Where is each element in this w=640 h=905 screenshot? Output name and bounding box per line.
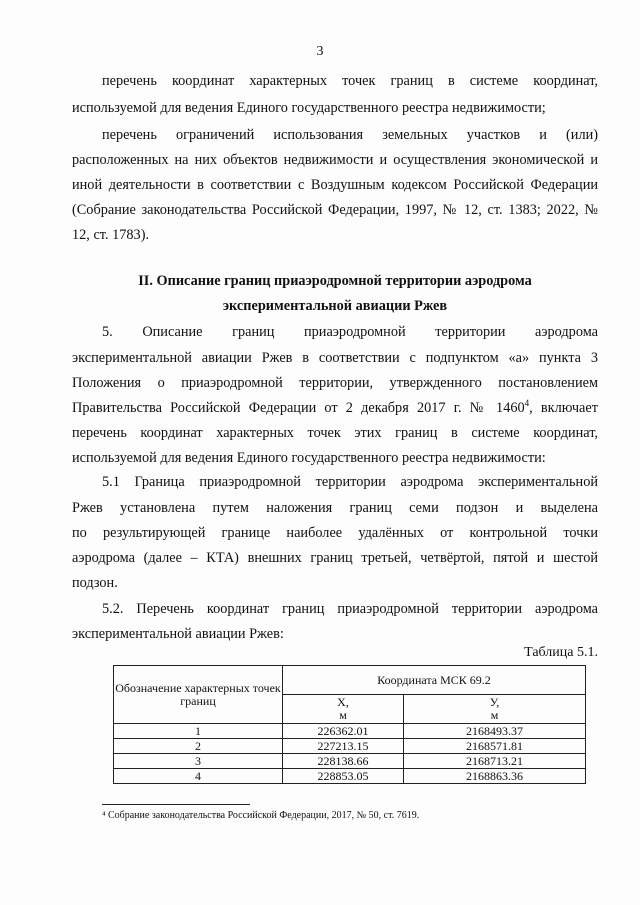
text-line: Ржев установлена путем наложения границ семи подзон и выделена <box>72 500 598 516</box>
text-fragment: , включает <box>529 400 598 416</box>
y-value: 2168863.36 <box>404 769 586 784</box>
text-line: используемой для ведения Единого государственного реестра недвижимости; <box>72 100 546 116</box>
text-line: (Собрание законодательства Российской Федерации, 1997, № 12, ст. 1383; 2022, № <box>72 202 598 218</box>
text-line: 5. Описание границ приаэродромной территории аэродрома <box>102 324 598 340</box>
text-line: 5.1 Граница приаэродромной территории аэродрома экспериментальной <box>102 474 598 490</box>
text-line: используемой для ведения Единого государственного реестра недвижимости: <box>72 450 546 466</box>
x-value: 227213.15 <box>283 739 404 754</box>
page-number: 3 <box>316 44 324 59</box>
table-row <box>114 754 586 769</box>
footnote-divider <box>102 804 250 805</box>
x-value: 228853.05 <box>283 769 404 784</box>
table-caption: Таблица 5.1. <box>524 645 598 660</box>
text-line: по результирующей границе наиболее удалённых от контрольной точки <box>72 525 598 541</box>
text-line: 5.2. Перечень координат границ приаэродромной территории аэродрома <box>102 601 598 617</box>
x-value: 228138.66 <box>283 754 404 769</box>
coordinates-table <box>113 665 586 784</box>
text-line: перечень координат характерных точек этих границ в системе координат, <box>72 425 598 441</box>
y-value: 2168493.37 <box>404 724 586 739</box>
text-line <box>72 399 598 417</box>
text-line: Положения о приаэродромной территории, утвержденного постановлением <box>72 375 598 391</box>
x-value: 226362.01 <box>283 724 404 739</box>
point-number: 2 <box>114 739 283 754</box>
y-value: 2168713.21 <box>404 754 586 769</box>
footnote-ref: 4 <box>524 398 530 409</box>
column-header-coordinate: Координата МСК 69.2 <box>283 666 586 695</box>
table-row <box>114 739 586 754</box>
point-number: 1 <box>114 724 283 739</box>
point-number: 3 <box>114 754 283 769</box>
text-line: 12, ст. 1783). <box>72 227 150 243</box>
text-line: перечень ограничений использования земельных участков и (или) <box>102 127 598 143</box>
point-number: 4 <box>114 769 283 784</box>
column-header-y <box>404 695 586 724</box>
table-row <box>114 769 586 784</box>
text-line: подзон. <box>72 575 118 591</box>
section-heading: II. Описание границ приаэродромной территории аэродрома <box>138 273 532 289</box>
section-heading: экспериментальной авиации Ржев <box>222 298 448 314</box>
text-line: экспериментальной авиации Ржев в соответствии с подпунктом «а» пункта 3 <box>72 350 598 366</box>
x-unit: м <box>339 708 347 722</box>
text-line: экспериментальной авиации Ржев: <box>72 626 284 642</box>
y-label: У, <box>489 695 500 709</box>
text-line: расположенных на них объектов недвижимости и осуществления экономической и <box>72 152 598 168</box>
column-header-x <box>283 695 404 724</box>
y-value: 2168571.81 <box>404 739 586 754</box>
y-unit: м <box>490 708 499 722</box>
column-header-points: Обозначение характерных точек границ <box>114 666 283 724</box>
table-row <box>114 724 586 739</box>
text-line: перечень координат характерных точек границ в системе координат, <box>102 73 598 89</box>
text-fragment: Правительства Российской Федерации от 2 декабря 2017 г. № 1460 <box>72 400 525 416</box>
x-label: X, <box>337 695 349 709</box>
text-line: иной деятельности в соответствии с Воздушным кодексом Российской Федерации <box>72 177 598 193</box>
text-line: аэродрома (далее – КТА) внешних границ третьей, четвёртой, пятой и шестой <box>72 550 598 566</box>
footnote: ⁴ Собрание законодательства Российской Федерации, 2017, № 50, ст. 7619. <box>102 810 420 821</box>
